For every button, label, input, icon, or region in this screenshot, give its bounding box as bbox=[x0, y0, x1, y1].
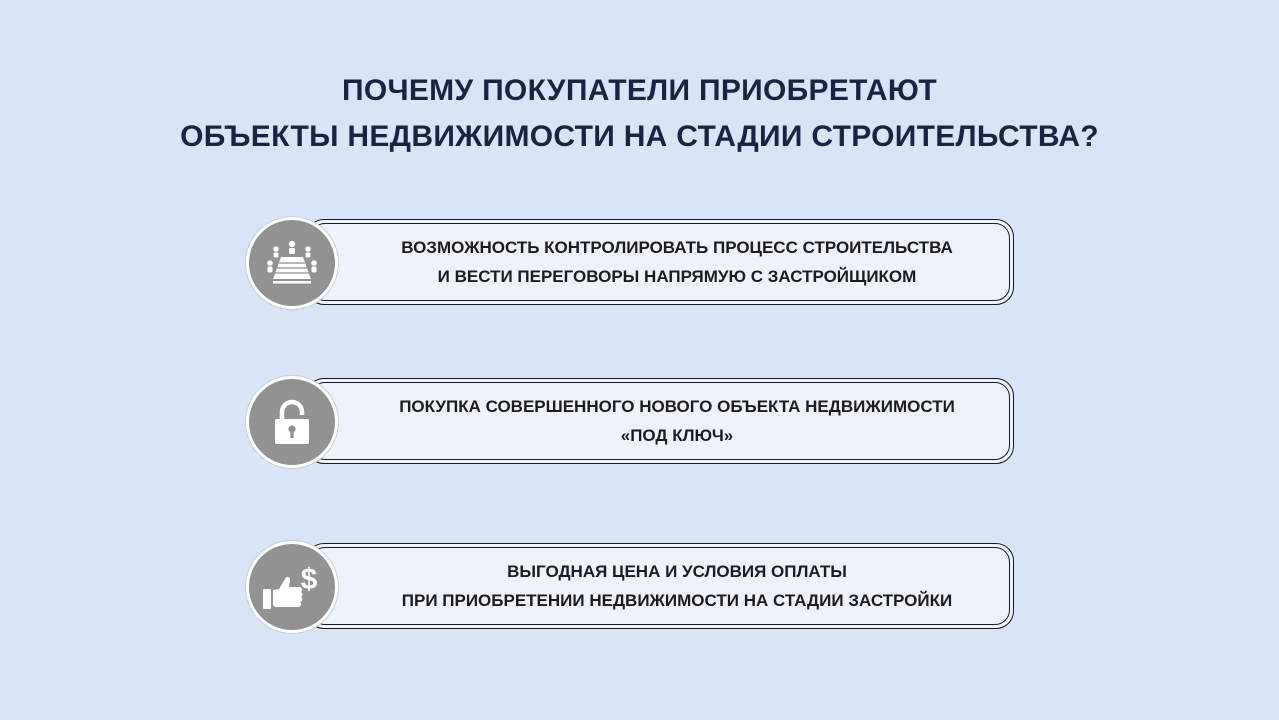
thumbs-up-dollar-icon bbox=[261, 561, 323, 613]
benefit-item-price bbox=[246, 541, 1018, 633]
benefit-text-line-2: И ВЕСТИ ПЕРЕГОВОРЫ НАПРЯМУЮ С ЗАСТРОЙЩИКОМ bbox=[437, 267, 917, 286]
benefit-text bbox=[351, 544, 1003, 628]
benefit-text bbox=[351, 220, 1003, 304]
icon-circle bbox=[246, 541, 338, 633]
page-title bbox=[0, 68, 1279, 160]
benefit-text bbox=[351, 379, 1003, 463]
icon-circle bbox=[246, 217, 338, 309]
benefit-box bbox=[306, 219, 1014, 305]
benefit-text-line-1: ВЫГОДНАЯ ЦЕНА И УСЛОВИЯ ОПЛАТЫ bbox=[507, 562, 847, 581]
meeting-table-icon bbox=[263, 237, 321, 289]
padlock-icon bbox=[272, 399, 312, 445]
benefit-text-line-2: ПРИ ПРИОБРЕТЕНИИ НЕДВИЖИМОСТИ НА СТАДИИ ЗАСТРОЙКИ bbox=[401, 591, 953, 610]
benefit-text-line-1: ВОЗМОЖНОСТЬ КОНТРОЛИРОВАТЬ ПРОЦЕСС СТРОИТЕЛЬСТВА bbox=[401, 238, 953, 257]
benefit-item-turnkey bbox=[246, 376, 1018, 468]
title-line-1: ПОЧЕМУ ПОКУПАТЕЛИ ПРИОБРЕТАЮТ bbox=[342, 74, 937, 107]
benefit-box bbox=[306, 543, 1014, 629]
benefit-box bbox=[306, 378, 1014, 464]
svg-text:$: $ bbox=[300, 563, 318, 596]
icon-circle bbox=[246, 376, 338, 468]
title-line-2: ОБЪЕКТЫ НЕДВИЖИМОСТИ НА СТАДИИ СТРОИТЕЛЬСТВА? bbox=[180, 120, 1099, 153]
benefit-text-line-2: «ПОД КЛЮЧ» bbox=[620, 426, 734, 445]
benefit-item-control bbox=[246, 217, 1018, 309]
benefit-text-line-1: ПОКУПКА СОВЕРШЕННОГО НОВОГО ОБЪЕКТА НЕДВИЖИМОСТИ bbox=[399, 397, 955, 416]
